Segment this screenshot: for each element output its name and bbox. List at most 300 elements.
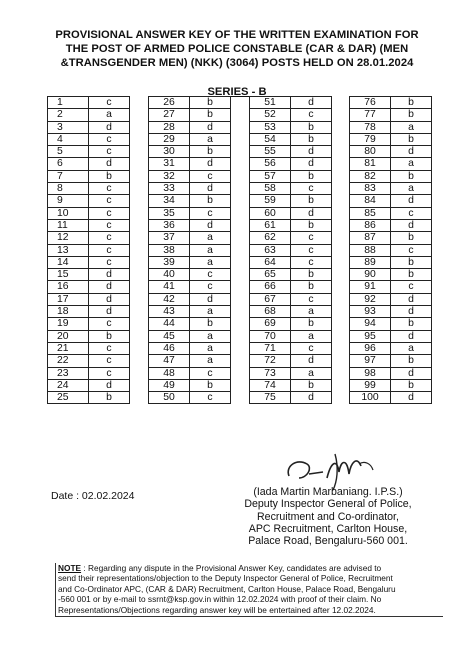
answer-table-51-75 [249, 96, 332, 404]
answer-option: b [291, 195, 332, 207]
question-number: 100 [350, 392, 391, 404]
question-number: 1 [48, 97, 89, 109]
question-number: 8 [48, 183, 89, 195]
answer-option: c [190, 281, 231, 293]
answer-option: b [190, 195, 231, 207]
answer-row [149, 318, 231, 330]
answer-option: a [190, 232, 231, 244]
question-number: 62 [250, 232, 291, 244]
answer-option: d [291, 207, 332, 219]
answer-row [149, 244, 231, 256]
question-number: 45 [149, 330, 190, 342]
answer-option: a [391, 183, 432, 195]
answer-option: d [391, 306, 432, 318]
answer-row [250, 281, 332, 293]
question-number: 13 [48, 244, 89, 256]
answer-option: c [291, 293, 332, 305]
answer-option: a [391, 158, 432, 170]
question-number: 7 [48, 170, 89, 182]
answer-row [250, 392, 332, 404]
answer-row [250, 330, 332, 342]
answer-row [149, 183, 231, 195]
answer-option: c [89, 219, 130, 231]
answer-row [250, 269, 332, 281]
answer-option: b [291, 219, 332, 231]
answer-row [48, 183, 130, 195]
answer-option: c [89, 207, 130, 219]
answer-row [350, 244, 432, 256]
answer-row [350, 281, 432, 293]
answer-option: c [89, 256, 130, 268]
answer-option: d [89, 121, 130, 133]
question-number: 81 [350, 158, 391, 170]
answer-option: b [391, 133, 432, 145]
answer-row [350, 183, 432, 195]
answer-option: b [190, 109, 231, 121]
question-number: 74 [250, 379, 291, 391]
answer-row [149, 232, 231, 244]
answer-option: c [89, 355, 130, 367]
answer-row [350, 97, 432, 109]
question-number: 57 [250, 170, 291, 182]
answer-row [149, 392, 231, 404]
answer-row [149, 355, 231, 367]
answer-row [149, 281, 231, 293]
answer-row [48, 269, 130, 281]
answer-option: d [190, 158, 231, 170]
answer-row [149, 379, 231, 391]
answer-row [250, 195, 332, 207]
answer-option: d [89, 281, 130, 293]
answer-row [48, 158, 130, 170]
question-number: 3 [48, 121, 89, 133]
answer-row [149, 158, 231, 170]
answer-row [250, 109, 332, 121]
answer-option: c [89, 318, 130, 330]
answer-row [350, 158, 432, 170]
answer-option: b [190, 97, 231, 109]
signatory-address-1: APC Recruitment, Carlton House, [248, 522, 408, 535]
answer-row [350, 379, 432, 391]
answer-table-26-50 [148, 96, 231, 404]
answer-option: a [291, 306, 332, 318]
answer-row [350, 367, 432, 379]
question-number: 41 [149, 281, 190, 293]
answer-row [350, 195, 432, 207]
answer-option: d [190, 121, 231, 133]
question-number: 51 [250, 97, 291, 109]
signatory-block [228, 486, 428, 547]
date-text: Date : 02.02.2024 [51, 490, 135, 502]
answer-row [250, 97, 332, 109]
question-number: 11 [48, 219, 89, 231]
answer-option: c [190, 367, 231, 379]
answer-row [149, 342, 231, 354]
answer-row [250, 318, 332, 330]
answer-option: d [89, 379, 130, 391]
title-line-1: PROVISIONAL ANSWER KEY OF THE WRITTEN EXAMINATION FOR [55, 29, 419, 41]
answer-row [350, 121, 432, 133]
answer-option: d [89, 306, 130, 318]
answer-option: b [190, 146, 231, 158]
answer-row [149, 170, 231, 182]
answer-option: b [89, 330, 130, 342]
answer-option: a [190, 133, 231, 145]
question-number: 32 [149, 170, 190, 182]
answer-option: b [190, 318, 231, 330]
note-block [55, 563, 443, 617]
question-number: 38 [149, 244, 190, 256]
question-number: 14 [48, 256, 89, 268]
answer-row [250, 158, 332, 170]
question-number: 12 [48, 232, 89, 244]
answer-row [350, 207, 432, 219]
answer-row [149, 195, 231, 207]
question-number: 39 [149, 256, 190, 268]
question-number: 33 [149, 183, 190, 195]
series-label: SERIES - B [207, 86, 267, 98]
answer-option: a [190, 306, 231, 318]
question-number: 54 [250, 133, 291, 145]
question-number: 55 [250, 146, 291, 158]
question-number: 88 [350, 244, 391, 256]
question-number: 76 [350, 97, 391, 109]
question-number: 44 [149, 318, 190, 330]
answer-option: d [89, 269, 130, 281]
answer-option: b [391, 379, 432, 391]
question-number: 34 [149, 195, 190, 207]
answer-row [350, 342, 432, 354]
answer-row [250, 146, 332, 158]
answer-option: c [89, 97, 130, 109]
answer-row [48, 281, 130, 293]
answer-row [250, 207, 332, 219]
answer-option: a [190, 342, 231, 354]
answer-option: d [391, 392, 432, 404]
answer-option: a [291, 367, 332, 379]
question-number: 42 [149, 293, 190, 305]
question-number: 58 [250, 183, 291, 195]
question-number: 70 [250, 330, 291, 342]
question-number: 4 [48, 133, 89, 145]
answer-option: b [291, 121, 332, 133]
question-number: 47 [149, 355, 190, 367]
question-number: 15 [48, 269, 89, 281]
answer-row [250, 342, 332, 354]
question-number: 66 [250, 281, 291, 293]
question-number: 68 [250, 306, 291, 318]
question-number: 60 [250, 207, 291, 219]
question-number: 91 [350, 281, 391, 293]
question-number: 85 [350, 207, 391, 219]
answer-option: a [190, 355, 231, 367]
question-number: 37 [149, 232, 190, 244]
question-number: 89 [350, 256, 391, 268]
answer-row [350, 256, 432, 268]
answer-option: d [291, 158, 332, 170]
answer-row [350, 232, 432, 244]
answer-option: c [291, 232, 332, 244]
answer-row [149, 367, 231, 379]
answer-row [250, 183, 332, 195]
answer-row [350, 109, 432, 121]
answer-option: c [291, 256, 332, 268]
question-number: 64 [250, 256, 291, 268]
note-line-1-text: : Regarding any dispute in the Provisional Answer Key, candidates are advised to [81, 563, 382, 573]
answer-row [149, 97, 231, 109]
question-number: 43 [149, 306, 190, 318]
question-number: 35 [149, 207, 190, 219]
answer-row [48, 379, 130, 391]
answer-option: c [391, 244, 432, 256]
answer-row [48, 244, 130, 256]
question-number: 92 [350, 293, 391, 305]
answer-table-1-25 [47, 96, 130, 404]
answer-row [149, 330, 231, 342]
answer-option: b [291, 170, 332, 182]
answer-row [250, 379, 332, 391]
answer-row [48, 109, 130, 121]
answer-option: b [190, 379, 231, 391]
answer-option: d [391, 195, 432, 207]
note-line-3: and Co-Ordinator APC, (CAR & DAR) Recruitment, Carlton House, Palace Road, Bengaluru [58, 583, 396, 594]
answer-row [149, 121, 231, 133]
answer-row [350, 269, 432, 281]
question-number: 36 [149, 219, 190, 231]
question-number: 73 [250, 367, 291, 379]
answer-row [48, 293, 130, 305]
answer-row [149, 133, 231, 145]
answer-row [250, 367, 332, 379]
question-number: 21 [48, 342, 89, 354]
answer-option: b [391, 256, 432, 268]
answer-table-76-100 [349, 96, 432, 404]
signatory-address-2: Palace Road, Bengaluru-560 001. [248, 535, 408, 548]
question-number: 79 [350, 133, 391, 145]
question-number: 83 [350, 183, 391, 195]
question-number: 80 [350, 146, 391, 158]
signatory-role: Recruitment and Co-ordinator, [257, 510, 399, 523]
question-number: 52 [250, 109, 291, 121]
answer-option: b [391, 97, 432, 109]
note-line-5: Representations/Objections regarding answer key will be entertained after 12.02.2024. [58, 604, 376, 615]
answer-row [48, 121, 130, 133]
title-line-3: &TRANSGENDER MEN) (NKK) (3064) POSTS HELD ON 28.01.2024 [60, 57, 414, 70]
signatory-designation: Deputy Inspector General of Police, [244, 498, 412, 511]
answer-option: c [89, 195, 130, 207]
question-number: 48 [149, 367, 190, 379]
answer-option: a [89, 109, 130, 121]
answer-option: b [391, 170, 432, 182]
question-number: 29 [149, 133, 190, 145]
answer-option: a [190, 330, 231, 342]
question-number: 30 [149, 146, 190, 158]
question-number: 22 [48, 355, 89, 367]
answer-row [149, 207, 231, 219]
question-number: 23 [48, 367, 89, 379]
answer-row [48, 207, 130, 219]
question-number: 61 [250, 219, 291, 231]
answer-option: b [391, 318, 432, 330]
answer-option: a [190, 244, 231, 256]
answer-option: a [391, 121, 432, 133]
signatory-name: (Iada Martin Marbaniang. I.P.S.) [253, 486, 403, 498]
question-number: 93 [350, 306, 391, 318]
answer-row [250, 170, 332, 182]
answer-row [48, 256, 130, 268]
question-number: 2 [48, 109, 89, 121]
answer-row [250, 256, 332, 268]
answer-row [48, 342, 130, 354]
answer-option: c [89, 232, 130, 244]
answer-row [48, 306, 130, 318]
question-number: 94 [350, 318, 391, 330]
question-number: 19 [48, 318, 89, 330]
answer-option: c [89, 244, 130, 256]
answer-option: c [291, 109, 332, 121]
question-number: 24 [48, 379, 89, 391]
question-number: 40 [149, 269, 190, 281]
question-number: 46 [149, 342, 190, 354]
answer-option: d [391, 367, 432, 379]
question-number: 63 [250, 244, 291, 256]
question-number: 82 [350, 170, 391, 182]
answer-row [350, 355, 432, 367]
answer-row [350, 318, 432, 330]
answer-row [48, 318, 130, 330]
question-number: 84 [350, 195, 391, 207]
answer-option: b [391, 232, 432, 244]
answer-row [250, 121, 332, 133]
question-number: 20 [48, 330, 89, 342]
answer-option: d [291, 97, 332, 109]
answer-option: c [391, 281, 432, 293]
question-number: 77 [350, 109, 391, 121]
answer-row [350, 170, 432, 182]
question-number: 50 [149, 392, 190, 404]
question-number: 67 [250, 293, 291, 305]
question-number: 95 [350, 330, 391, 342]
question-number: 72 [250, 355, 291, 367]
question-number: 10 [48, 207, 89, 219]
answer-row [48, 355, 130, 367]
answer-option: c [89, 146, 130, 158]
question-number: 56 [250, 158, 291, 170]
answer-option: b [89, 170, 130, 182]
question-number: 16 [48, 281, 89, 293]
answer-option: b [291, 133, 332, 145]
answer-option: b [391, 269, 432, 281]
answer-option: d [291, 355, 332, 367]
answer-option: d [391, 146, 432, 158]
question-number: 97 [350, 355, 391, 367]
question-number: 78 [350, 121, 391, 133]
question-number: 25 [48, 392, 89, 404]
answer-row [48, 97, 130, 109]
answer-option: c [391, 207, 432, 219]
answer-row [350, 293, 432, 305]
answer-row [250, 355, 332, 367]
answer-row [149, 219, 231, 231]
answer-row [48, 232, 130, 244]
question-number: 99 [350, 379, 391, 391]
answer-option: b [291, 379, 332, 391]
question-number: 6 [48, 158, 89, 170]
answer-row [250, 232, 332, 244]
answer-option: a [190, 256, 231, 268]
answer-row [350, 146, 432, 158]
answer-row [48, 330, 130, 342]
answer-option: c [190, 207, 231, 219]
answer-row [250, 306, 332, 318]
answer-option: c [89, 133, 130, 145]
question-number: 18 [48, 306, 89, 318]
answer-option: c [291, 244, 332, 256]
answer-option: d [391, 293, 432, 305]
answer-row [250, 244, 332, 256]
answer-option: a [291, 330, 332, 342]
answer-option: c [190, 170, 231, 182]
answer-row [149, 269, 231, 281]
answer-option: c [291, 183, 332, 195]
answer-option: d [190, 219, 231, 231]
question-number: 87 [350, 232, 391, 244]
answer-option: c [190, 269, 231, 281]
answer-option: d [190, 183, 231, 195]
question-number: 90 [350, 269, 391, 281]
title-line-2: THE POST OF ARMED POLICE CONSTABLE (CAR & DAR) (MEN [65, 43, 409, 56]
answer-row [149, 306, 231, 318]
answer-row [250, 133, 332, 145]
answer-option: c [89, 342, 130, 354]
question-number: 31 [149, 158, 190, 170]
question-number: 27 [149, 109, 190, 121]
answer-option: c [291, 342, 332, 354]
answer-row [149, 146, 231, 158]
answer-option: c [190, 392, 231, 404]
question-number: 26 [149, 97, 190, 109]
answer-option: d [190, 293, 231, 305]
answer-option: b [291, 269, 332, 281]
answer-row [350, 133, 432, 145]
answer-row [250, 219, 332, 231]
answer-row [48, 170, 130, 182]
question-number: 86 [350, 219, 391, 231]
answer-row [350, 219, 432, 231]
answer-row [149, 109, 231, 121]
question-number: 69 [250, 318, 291, 330]
note-label: NOTE [58, 563, 82, 573]
answer-option: d [89, 293, 130, 305]
question-number: 49 [149, 379, 190, 391]
answer-option: d [391, 219, 432, 231]
answer-row [48, 195, 130, 207]
question-number: 75 [250, 392, 291, 404]
question-number: 5 [48, 146, 89, 158]
question-number: 96 [350, 342, 391, 354]
answer-option: d [89, 158, 130, 170]
answer-option: b [89, 392, 130, 404]
answer-option: c [89, 183, 130, 195]
answer-option: b [291, 318, 332, 330]
answer-row [149, 256, 231, 268]
note-line-4: -560 001 or by e-mail to ssrnt@ksp.gov.in within 12.02.2024 with proof of their claim. No [58, 594, 382, 605]
answer-row [48, 219, 130, 231]
question-number: 53 [250, 121, 291, 133]
answer-row [48, 367, 130, 379]
answer-option: d [291, 392, 332, 404]
answer-option: b [391, 355, 432, 367]
